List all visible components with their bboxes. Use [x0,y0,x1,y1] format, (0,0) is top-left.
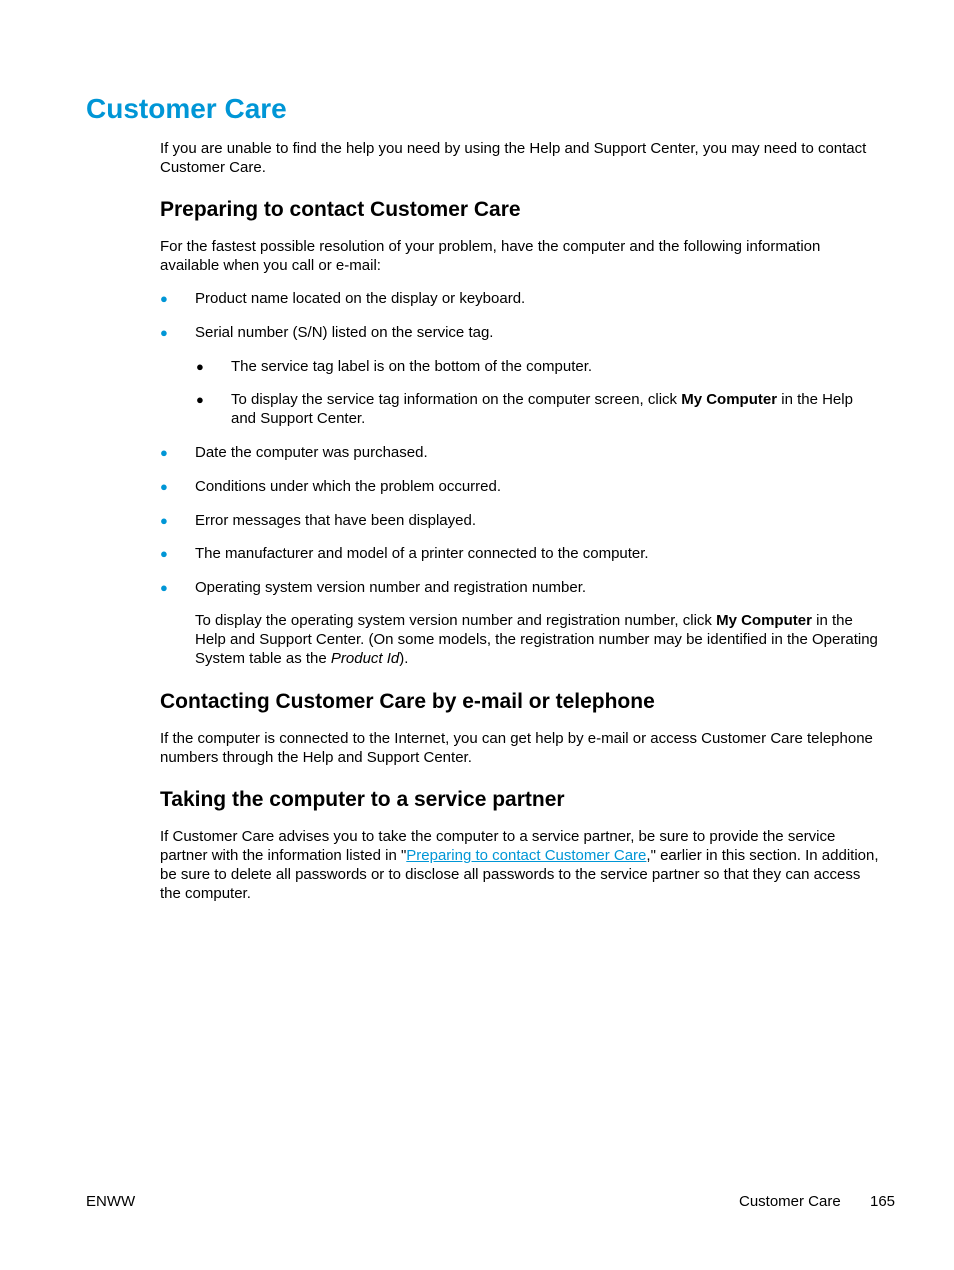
os-note-paragraph: To display the operating system version number and registration number, click My Computer in the Help and Support Center. (On some models, the registration number may be identified in the Operating System table as the Product Id). [195,612,878,667]
footer-left-label: ENWW [86,1193,136,1210]
my-computer-label: My Computer [681,391,778,408]
page-number: 165 [870,1193,896,1210]
section-contacting-body: If the computer is connected to the Internet, you can get help by e-mail or access Customer Care telephone numbers through the Help and Support Center. [160,730,873,766]
bullet-icon: ● [160,445,168,460]
list-item: ● Product name located on the display or keyboard. [160,290,526,307]
list-item: ● Serial number (S/N) listed on the service tag. [160,324,494,341]
bullet-icon: ● [196,359,204,374]
list-item: ● Conditions under which the problem occurred. [160,478,501,495]
my-computer-label: My Computer [716,612,812,629]
bullet-icon: ● [160,513,168,528]
bullet-icon: ● [160,479,168,494]
sub-list-item: ● To display the service tag information on the computer screen, click My Computer in the Help and Support Center. [196,391,853,427]
bullet-icon: ● [160,325,168,340]
list-item: ● The manufacturer and model of a printer connected to the computer. [160,545,649,562]
bullet-icon: ● [160,291,168,306]
section-service-partner-body: If Customer Care advises you to take the computer to a service partner, be sure to provide the service partner with the information listed in "Preparing to contact Customer Care," earlier in this section. In addition, be sure to delete all passwords or to disclose all passwords to the service partner so that they can access the computer. [160,828,879,902]
list-item: ● Operating system version number and registration number. [160,579,587,596]
preparing-section-link[interactable]: Preparing to contact Customer Care [406,847,647,864]
section-heading-service-partner: Taking the computer to a service partner [160,788,565,811]
footer-section-label: Customer Care [739,1193,841,1210]
list-item: ● Error messages that have been displayed. [160,512,476,529]
product-id-label: Product Id [330,650,400,667]
section-heading-contacting: Contacting Customer Care by e-mail or telephone [160,690,655,713]
section-preparing-intro: For the fastest possible resolution of your problem, have the computer and the following information available when you call or e-mail: [160,238,821,274]
page-title: Customer Care [86,93,287,124]
list-item: ● Date the computer was purchased. [160,444,428,461]
bullet-icon: ● [160,580,168,595]
bullet-icon: ● [160,546,168,561]
sub-list-item: ● The service tag label is on the bottom of the computer. [196,358,593,375]
bullet-icon: ● [196,392,204,407]
intro-paragraph: If you are unable to find the help you need by using the Help and Support Center, you may need to contact Customer Care. [160,140,867,176]
section-heading-preparing: Preparing to contact Customer Care [160,198,521,221]
